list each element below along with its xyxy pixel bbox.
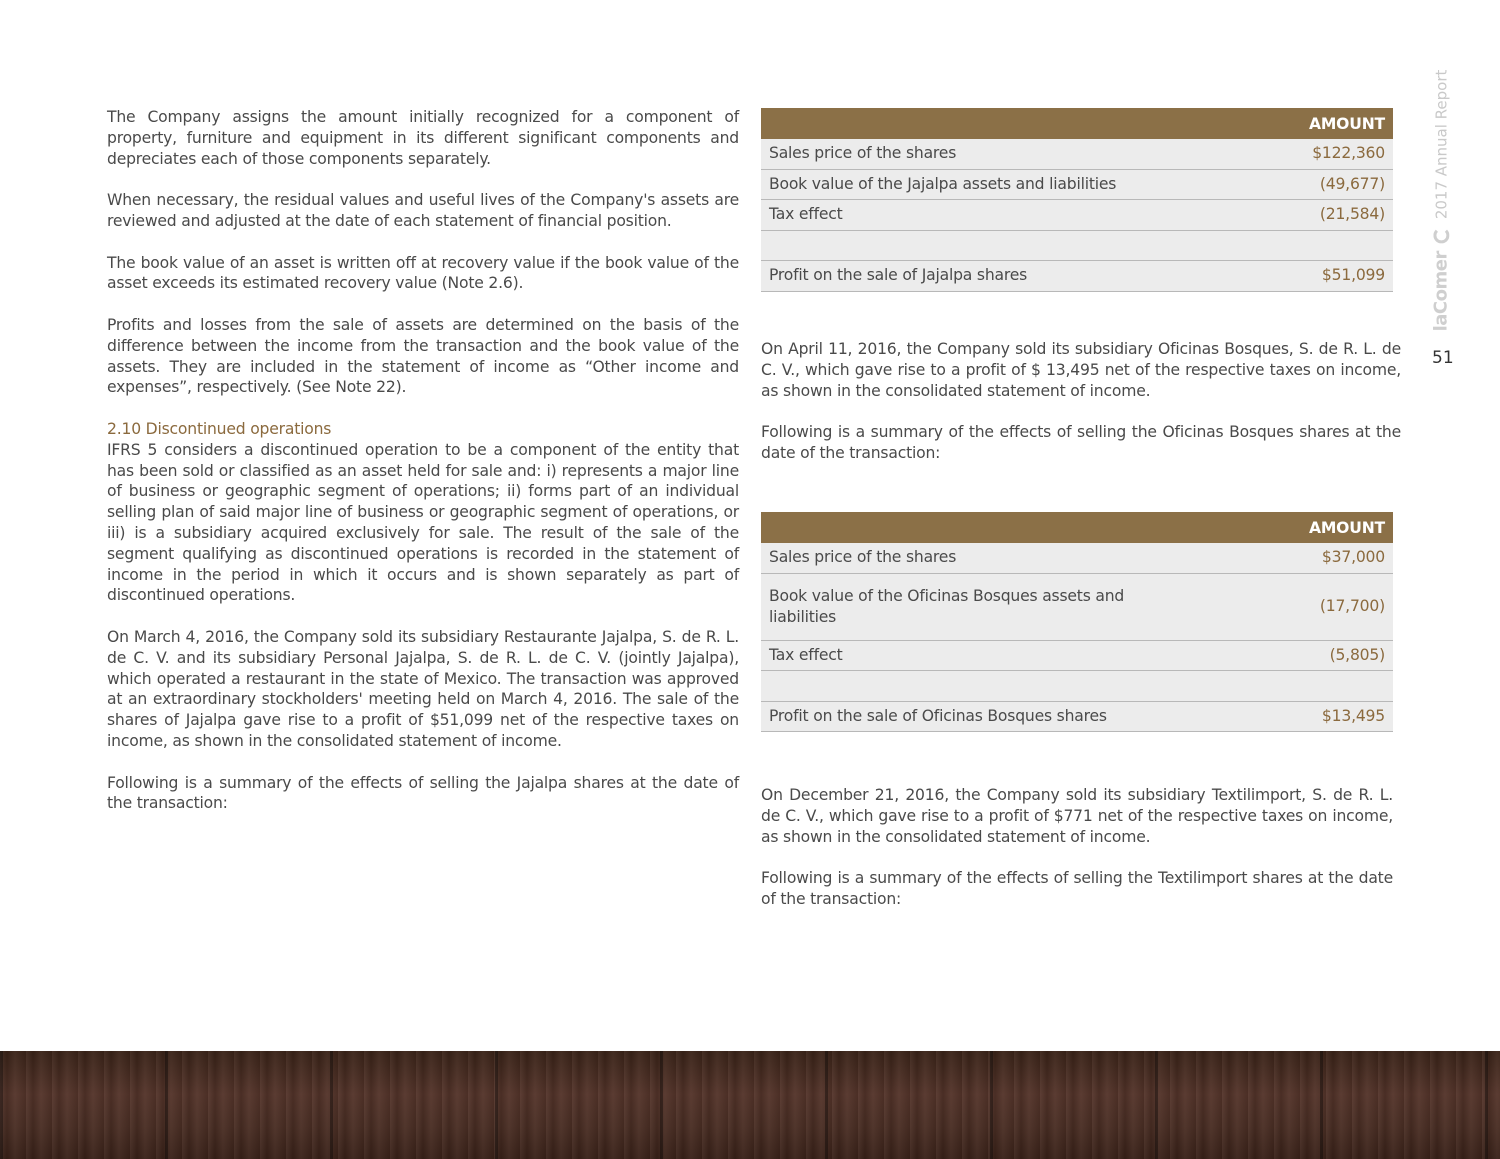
jajalpa-table — [761, 108, 1393, 292]
table-row — [761, 139, 1393, 169]
row-label — [761, 230, 1269, 261]
textilimport-text-block — [761, 785, 1393, 931]
table-row — [761, 640, 1393, 671]
row-value: (5,805) — [1157, 640, 1393, 671]
row-label: Book value of the Jajalpa assets and liabilities — [761, 169, 1269, 200]
row-label: Tax effect — [761, 200, 1269, 231]
amount-header: AMOUNT — [761, 108, 1393, 139]
table-row — [761, 261, 1393, 292]
row-label: Sales price of the shares — [761, 543, 1157, 573]
row-value — [1269, 230, 1393, 261]
section-heading: 2.10 Discontinued operations — [107, 419, 332, 438]
row-label: Profit on the sale of Oficinas Bosques shares — [761, 701, 1157, 732]
table-row — [761, 200, 1393, 231]
report-title: 2017 Annual Report — [1432, 69, 1450, 219]
wood-footer-band — [0, 1051, 1500, 1159]
row-label — [761, 671, 1157, 702]
row-label — [761, 573, 1157, 640]
amount-header: AMOUNT — [761, 512, 1393, 543]
row-value: $13,495 — [1157, 701, 1393, 732]
row-value: (17,700) — [1157, 573, 1393, 640]
row-label-text: Book value of the Oficinas Bosques assets and liabilities — [769, 586, 1125, 626]
oficinas-text-block — [761, 339, 1401, 485]
row-label: Tax effect — [761, 640, 1157, 671]
paragraph-jajalpa-summary: Following is a summary of the effects of selling the Jajalpa shares at the date of the transaction: — [107, 773, 739, 813]
table-header-row — [761, 512, 1393, 543]
row-value: (21,584) — [1269, 200, 1393, 231]
table-row — [761, 701, 1393, 732]
left-column — [107, 107, 739, 835]
row-value: (49,677) — [1269, 169, 1393, 200]
paragraph-components: The Company assigns the amount initially recognized for a component of property, furniture and equipment in its different significant components and depreciates each of those components separately. — [107, 108, 739, 168]
page-number: 51 — [1432, 348, 1454, 368]
table-row — [761, 230, 1393, 261]
row-value — [1157, 671, 1393, 702]
paragraph-jajalpa-sale: On March 4, 2016, the Company sold its subsidiary Restaurante Jajalpa, S. de R. L. de C. V. and its subsidiary Personal Jajalpa, S. de R. L. de C. V. (jointly Jajalpa), which operated a restaurant in the state of Mexico. The transaction was approved at an extraordinary stockholders' meeting held on March 4, 2016. The sale of the shares of Jajalpa gave rise to a profit of $51,099 net of the respective taxes on income, as shown in the consolidated statement of income. — [107, 627, 739, 750]
oficinas-table — [761, 512, 1393, 732]
paragraph-oficinas-sale: On April 11, 2016, the Company sold its subsidiary Oficinas Bosques, S. de R. L. de C. V., which gave rise to a profit of $ 13,495 net of the respective taxes on income, as shown in the consolidated statement of income. — [761, 340, 1401, 400]
brand-logo-text: laComer — [1430, 250, 1452, 331]
side-report-title — [1420, 60, 1462, 340]
row-value: $51,099 — [1269, 261, 1393, 292]
table-row — [761, 543, 1393, 573]
side-title-inner — [1431, 69, 1452, 331]
table-header-row — [761, 108, 1393, 139]
row-label: Profit on the sale of Jajalpa shares — [761, 261, 1269, 292]
paragraph-oficinas-summary: Following is a summary of the effects of selling the Oficinas Bosques shares at the date of the transaction: — [761, 423, 1401, 462]
table-row — [761, 169, 1393, 200]
paragraph-residual-values: When necessary, the residual values and useful lives of the Company's assets are reviewed and adjusted at the date of each statement of financial position. — [107, 191, 739, 230]
row-label: Sales price of the shares — [761, 139, 1269, 169]
row-value: $122,360 — [1269, 139, 1393, 169]
table-row — [761, 671, 1393, 702]
paragraph-ifrs5: IFRS 5 considers a discontinued operation to be a component of the entity that has been sold or classified as an asset held for sale and: i) represents a major line of business or geographic segment of operations; ii) forms part of an individual selling plan of said major line of business or geographic segment of operations, or iii) is a subsidiary acquired exclusively for sale. The result of the sale of the segment qualifying as discontinued operations is recorded in the statement of income in the period in which it occurs and is shown separately as part of discontinued operations. — [107, 440, 739, 605]
paragraph-textilimport-sale: On December 21, 2016, the Company sold its subsidiary Textilimport, S. de R. L. de C. V., which gave rise to a profit of $771 net of the respective taxes on income, as shown in the consolidated statement of income. — [761, 786, 1393, 846]
brand-mark-icon — [1433, 227, 1449, 243]
paragraph-profits-losses: Profits and losses from the sale of assets are determined on the basis of the difference between the income from the transaction and the book value of the assets. They are included in the statement of income as “Other income and expenses”, respectively. (See Note 22). — [107, 315, 739, 397]
paragraph-book-value: The book value of an asset is written off at recovery value if the book value of the asset exceeds its estimated recovery value (Note 2.6). — [107, 253, 739, 293]
table-row — [761, 573, 1393, 640]
row-value: $37,000 — [1157, 543, 1393, 573]
paragraph-textilimport-summary: Following is a summary of the effects of selling the Textilimport shares at the date of the transaction: — [761, 869, 1393, 908]
